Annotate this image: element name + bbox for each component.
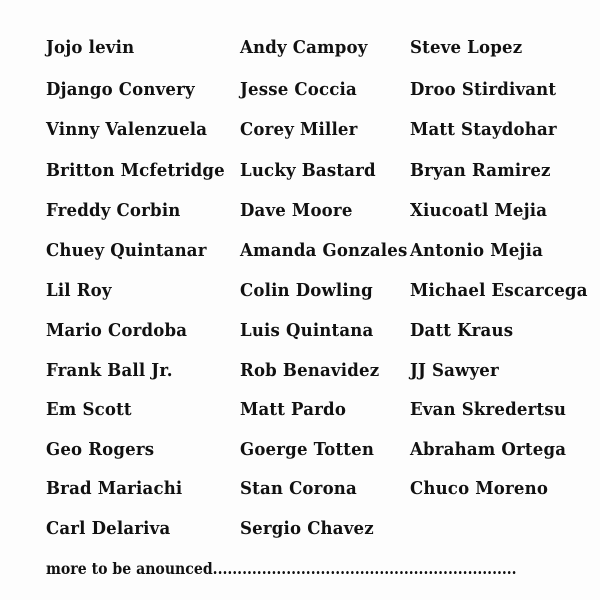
name-entry: Bryan Ramirez — [410, 160, 551, 181]
name-entry: Abraham Ortega — [410, 439, 567, 460]
name-entry: Vinny Valenzuela — [46, 119, 208, 140]
announcement-footer: more to be anounced.............................................................. — [46, 559, 517, 578]
name-entry: Matt Staydohar — [410, 119, 557, 140]
name-entry: Andy Campoy — [240, 37, 368, 58]
name-entry: Goerge Totten — [240, 439, 375, 460]
name-entry: Matt Pardo — [240, 399, 347, 420]
name-entry: JJ Sawyer — [410, 360, 499, 381]
name-entry: Lil Roy — [46, 280, 112, 301]
name-entry: Dave Moore — [240, 200, 353, 221]
name-entry: Sergio Chavez — [240, 518, 374, 539]
name-entry: Em Scott — [46, 399, 132, 420]
name-entry: Chuco Moreno — [410, 478, 549, 499]
name-entry: Antonio Mejia — [410, 240, 543, 261]
name-entry: Xiucoatl Mejia — [410, 200, 548, 221]
name-entry: Amanda Gonzales — [240, 240, 408, 261]
name-entry: Mario Cordoba — [46, 320, 188, 341]
name-entry: Django Convery — [46, 79, 195, 100]
name-entry: Datt Kraus — [410, 320, 514, 341]
name-entry: Freddy Corbin — [46, 200, 181, 221]
name-entry: Droo Stirdivant — [410, 79, 557, 100]
name-entry: Brad Mariachi — [46, 478, 183, 499]
name-entry: Carl Delariva — [46, 518, 171, 539]
name-entry: Rob Benavidez — [240, 360, 380, 381]
name-entry: Steve Lopez — [410, 37, 523, 58]
name-entry: Frank Ball Jr. — [46, 360, 173, 381]
name-entry: Chuey Quintanar — [46, 240, 207, 261]
name-entry: Corey Miller — [240, 119, 358, 140]
name-entry: Jojo levin — [46, 37, 135, 58]
name-entry: Luis Quintana — [240, 320, 374, 341]
name-entry: Evan Skredertsu — [410, 399, 567, 420]
name-entry: Lucky Bastard — [240, 160, 376, 181]
name-entry: Michael Escarcega — [410, 280, 588, 301]
name-entry: Stan Corona — [240, 478, 357, 499]
name-entry: Britton Mcfetridge — [46, 160, 225, 181]
name-entry: Jesse Coccia — [240, 79, 357, 100]
name-entry: Geo Rogers — [46, 439, 155, 460]
name-entry: Colin Dowling — [240, 280, 373, 301]
